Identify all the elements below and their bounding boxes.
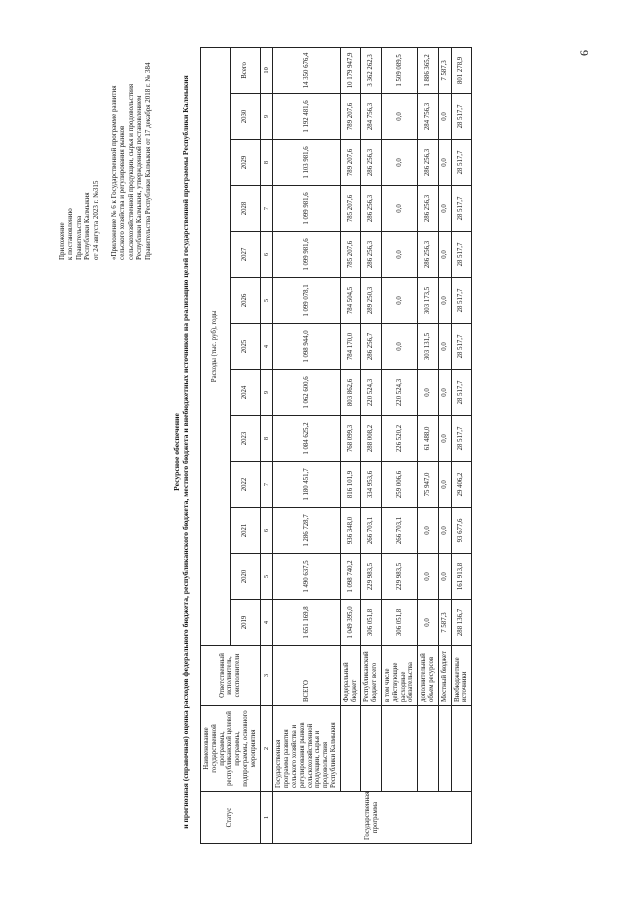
column-number: 6 — [260, 232, 273, 278]
year-header: 2026 — [230, 278, 260, 324]
column-number: 5 — [260, 278, 273, 324]
title-line: Ресурсное обеспечение — [172, 413, 181, 491]
amount-cell: 0,0 — [438, 94, 451, 140]
amount-cell: 1 886 365,2 — [418, 47, 439, 93]
amount-cell: 93 677,6 — [451, 508, 472, 554]
amount-cell: 286 256,3 — [418, 232, 439, 278]
empty-name-cell — [418, 706, 439, 792]
amount-cell: 229 983,5 — [361, 554, 382, 600]
amount-cell: 14 350 676,4 — [273, 47, 340, 93]
amount-cell: 75 947,0 — [418, 462, 439, 508]
page-number: 6 — [577, 50, 591, 56]
amount-cell: 284 756,3 — [418, 94, 439, 140]
amount-cell: 785 207,6 — [340, 186, 361, 232]
amount-cell: 3 362 262,3 — [361, 47, 382, 93]
table-row — [418, 47, 439, 843]
amount-cell: 28 517,7 — [451, 94, 472, 140]
amount-cell: 288 008,2 — [361, 416, 382, 462]
amount-cell: 286 256,3 — [361, 186, 382, 232]
column-number: 4 — [260, 324, 273, 370]
table-row — [361, 47, 382, 843]
amount-cell: 789 207,6 — [340, 94, 361, 140]
year-header: 2022 — [230, 462, 260, 508]
amount-cell: 266 703,1 — [361, 508, 382, 554]
empty-name-cell — [381, 706, 417, 792]
amount-cell: 286 256,3 — [361, 140, 382, 186]
empty-name-cell — [451, 706, 472, 792]
amount-cell: 7 587,3 — [438, 47, 451, 93]
year-header: 2029 — [230, 140, 260, 186]
amount-cell: 288 136,7 — [451, 600, 472, 646]
funding-source-label: дополнительный объем ресурсов — [418, 646, 439, 706]
amount-cell: 1 098 740,2 — [340, 554, 361, 600]
appendix-line: Правительства — [74, 215, 83, 260]
status-cell: Государственная программа — [273, 792, 472, 844]
amount-cell: 28 517,7 — [451, 140, 472, 186]
amount-cell: 785 207,6 — [340, 232, 361, 278]
amount-cell: 334 953,6 — [361, 462, 382, 508]
column-number: 5 — [260, 554, 273, 600]
amount-cell: 0,0 — [438, 324, 451, 370]
year-header: Всего — [230, 47, 260, 93]
year-header: 2019 — [230, 600, 260, 646]
year-header: 2028 — [230, 186, 260, 232]
amount-cell: 286 256,3 — [418, 186, 439, 232]
amount-cell: 229 983,5 — [381, 554, 417, 600]
column-number: 8 — [260, 140, 273, 186]
year-header: 2027 — [230, 232, 260, 278]
amount-cell: 28 517,7 — [451, 370, 472, 416]
amount-cell: 286 256,7 — [361, 324, 382, 370]
header-status: Статус — [201, 792, 261, 844]
year-header: 2021 — [230, 508, 260, 554]
column-number: 9 — [260, 94, 273, 140]
resource-table — [200, 47, 472, 844]
amount-cell: 1 103 981,6 — [273, 140, 340, 186]
document-title — [172, 62, 190, 842]
amount-cell: 0,0 — [438, 416, 451, 462]
amount-cell: 284 756,3 — [361, 94, 382, 140]
column-number: 7 — [260, 462, 273, 508]
funding-source-label: ВСЕГО — [273, 646, 340, 706]
amount-cell: 303 131,5 — [418, 324, 439, 370]
amount-cell: 0,0 — [381, 94, 417, 140]
amount-cell: 289 250,3 — [361, 278, 382, 324]
amount-cell: 161 913,8 — [451, 554, 472, 600]
header-expenses: Расходы (тыс. руб), годы — [201, 47, 231, 645]
table-row — [438, 47, 451, 843]
amount-cell: 10 179 947,9 — [340, 47, 361, 93]
amount-cell: 784 170,0 — [340, 324, 361, 370]
amount-cell: 1 098 944,0 — [273, 324, 340, 370]
amount-cell: 0,0 — [381, 324, 417, 370]
appendix-line: Приложение — [58, 222, 66, 260]
year-header: 2024 — [230, 370, 260, 416]
amount-cell: 1 062 600,6 — [273, 370, 340, 416]
funding-source-label: Местный бюджет — [438, 646, 451, 706]
amount-cell: 1 192 481,6 — [273, 94, 340, 140]
column-number: 7 — [260, 186, 273, 232]
table-row — [381, 47, 417, 843]
amount-cell: 306 051,8 — [361, 600, 382, 646]
amount-cell: 0,0 — [418, 370, 439, 416]
amount-cell: 0,0 — [438, 232, 451, 278]
amount-cell: 0,0 — [438, 508, 451, 554]
amount-cell: 1 099 078,1 — [273, 278, 340, 324]
year-header: 2023 — [230, 416, 260, 462]
amount-cell: 0,0 — [418, 600, 439, 646]
column-number: 6 — [260, 508, 273, 554]
table-row — [273, 47, 340, 843]
year-header: 2020 — [230, 554, 260, 600]
column-number: 10 — [260, 47, 273, 93]
amount-cell: 266 703,1 — [381, 508, 417, 554]
header-executor: Ответственный исполнитель, соисполнители — [201, 646, 261, 706]
amount-cell: 0,0 — [438, 462, 451, 508]
amount-cell: 0,0 — [381, 232, 417, 278]
appendix-line: к постановлению — [66, 208, 75, 260]
amount-cell: 1 509 089,5 — [381, 47, 417, 93]
amount-cell: 0,0 — [418, 508, 439, 554]
amount-cell: 286 256,3 — [361, 232, 382, 278]
column-number: 2 — [260, 706, 273, 792]
amount-cell: 28 517,7 — [451, 416, 472, 462]
amount-cell: 286 256,3 — [418, 140, 439, 186]
title-subline: и прогнозная (справочная) оценка расходов федерального бюджета, республиканского бюджета, местного бюджета и внебюджетных источников на реализацию целей государственной программы Республики Калмыкия — [181, 75, 190, 829]
year-header: 2030 — [230, 94, 260, 140]
header-name: Наименование государственной программы, республиканской целевой программы, подпрограммы, основного мероприятия — [201, 706, 261, 792]
amount-cell: 303 173,5 — [418, 278, 439, 324]
rotated-page — [50, 42, 590, 862]
year-header: 2025 — [230, 324, 260, 370]
amount-cell: 7 587,3 — [438, 600, 451, 646]
column-number: 1 — [260, 792, 273, 844]
appendix-note — [58, 60, 162, 260]
table-row — [340, 47, 361, 843]
empty-name-cell — [438, 706, 451, 792]
column-number-row — [260, 47, 273, 843]
empty-name-cell — [340, 706, 361, 792]
amount-cell: 226 520,2 — [381, 416, 417, 462]
amount-cell: 306 051,8 — [381, 600, 417, 646]
funding-source-label: Внебюджетные источники — [451, 646, 472, 706]
amount-cell: 1 049 395,0 — [340, 600, 361, 646]
amount-cell: 28 517,7 — [451, 324, 472, 370]
appendix-line: от 24 августа 2023 г. №315 — [91, 180, 100, 260]
amount-cell: 259 006,6 — [381, 462, 417, 508]
column-number: 8 — [260, 416, 273, 462]
amount-cell: 28 517,7 — [451, 278, 472, 324]
amount-cell: 803 862,6 — [340, 370, 361, 416]
amount-cell: 816 101,9 — [340, 462, 361, 508]
amount-cell: 1 286 728,7 — [273, 508, 340, 554]
amount-cell: 29 406,2 — [451, 462, 472, 508]
amount-cell: 0,0 — [438, 278, 451, 324]
program-name-cell: Государственная программа развития сельского хозяйства и регулирования рынков сельскохозяйственной продукции, сырья и продовольствия Республики Калмыкия — [273, 706, 340, 792]
amount-cell: 1 180 451,7 — [273, 462, 340, 508]
amount-cell: 768 099,3 — [340, 416, 361, 462]
amount-cell: 0,0 — [438, 554, 451, 600]
amount-cell: 1 084 625,2 — [273, 416, 340, 462]
column-number: 3 — [260, 646, 273, 706]
amount-cell: 0,0 — [381, 186, 417, 232]
amount-cell: 784 504,5 — [340, 278, 361, 324]
amount-cell: 0,0 — [418, 554, 439, 600]
column-number: 9 — [260, 370, 273, 416]
amount-cell: 1 651 169,8 — [273, 600, 340, 646]
amount-cell: 1 099 981,6 — [273, 232, 340, 278]
amount-cell: 0,0 — [381, 278, 417, 324]
amount-cell: 220 524,3 — [361, 370, 382, 416]
amount-cell: 0,0 — [438, 370, 451, 416]
amount-cell: 28 517,7 — [451, 232, 472, 278]
funding-source-label: в том числе действующие расходные обязательства — [381, 646, 417, 706]
amount-cell: 0,0 — [438, 186, 451, 232]
funding-source-label: Республиканский бюджет всего — [361, 646, 382, 706]
amount-cell: 1 099 981,6 — [273, 186, 340, 232]
empty-name-cell — [361, 706, 382, 792]
appendix-block: «Приложение № 6 к Государственной программе развития сельского хозяйства и регулирования рынков сельскохозяйственной продукции, сырья и продовольствия Республики Калмыкия, утвержденной постановлением Правительства Республики Калмыкия от 17 декабря 2018 г. № 384 — [110, 62, 152, 260]
funding-source-label: Федеральный бюджет — [340, 646, 361, 706]
amount-cell: 801 278,9 — [451, 47, 472, 93]
amount-cell: 1 490 637,5 — [273, 554, 340, 600]
column-number: 4 — [260, 600, 273, 646]
amount-cell: 61 488,0 — [418, 416, 439, 462]
table-row — [451, 47, 472, 843]
amount-cell: 220 524,3 — [381, 370, 417, 416]
amount-cell: 0,0 — [438, 140, 451, 186]
amount-cell: 0,0 — [381, 140, 417, 186]
amount-cell: 789 207,6 — [340, 140, 361, 186]
appendix-line: Республики Калмыкия — [83, 192, 92, 260]
amount-cell: 936 348,0 — [340, 508, 361, 554]
amount-cell: 28 517,7 — [451, 186, 472, 232]
